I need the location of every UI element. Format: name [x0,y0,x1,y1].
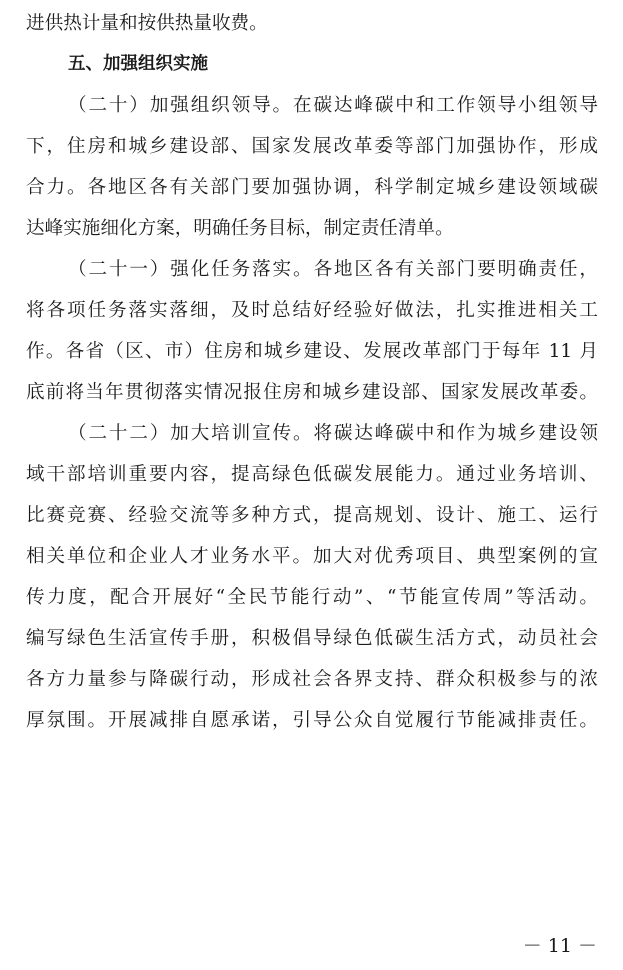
paragraph-22-line-8: 厚氛围。开展减排自愿承诺，引导公众自觉履行节能减排责任。 [26,710,598,731]
paragraph-22-line-6: 编写绿色生活宣传手册，积极倡导绿色低碳生活方式，动员社会 [26,628,598,649]
paragraph-21-line-1 [26,249,598,290]
paragraph-20-lead: （二十）加强组织领导。 [68,95,294,116]
paragraph-21-lead: （二十一）强化任务落实。 [68,259,314,280]
continued-text-line: 进供热计量和按供热量收费。 [26,13,268,34]
paragraph-21-text: 各地区各有关部门要明确责任， [313,259,598,280]
section-heading: 五、加强组织实施 [68,54,208,74]
paragraph-22-text: 将碳达峰碳中和作为城乡建设领 [313,423,598,444]
paragraph-22-line-5: 传力度，配合开展好“全民节能行动”、“节能宣传周”等活动。 [26,587,598,608]
paragraph-21-line-3: 作。各省（区、市）住房和城乡建设、发展改革部门于每年 11 月 [26,341,598,362]
paragraph-20-line-1 [26,85,598,126]
paragraph-22-line-2: 域干部培训重要内容，提高绿色低碳发展能力。通过业务培训、 [26,464,598,485]
paragraph-22-line-3: 比赛竞赛、经验交流等多种方式，提高规划、设计、施工、运行 [26,505,598,526]
paragraph-20-text: 在碳达峰碳中和工作领导小组领导 [293,95,598,116]
paragraph-22-line-1 [26,413,598,454]
paragraph-22-line-4: 相关单位和企业人才业务水平。加大对优秀项目、典型案例的宣 [26,546,598,567]
paragraph-20-line-3: 合力。各地区各有关部门要加强协调，科学制定城乡建设领域碳 [26,177,598,198]
paragraph-22-lead: （二十二）加大培训宣传。 [68,423,314,444]
paragraph-21-line-4: 底前将当年贯彻落实情况报住房和城乡建设部、国家发展改革委。 [26,382,598,403]
paragraph-22-line-7: 各方力量参与降碳行动，形成社会各界支持、群众积极参与的浓 [26,669,598,690]
paragraph-20-line-2: 下，住房和城乡建设部、国家发展改革委等部门加强协作，形成 [26,136,598,157]
page-number: － 11 － [522,935,597,957]
paragraph-20-line-4: 达峰实施细化方案，明确任务目标，制定责任清单。 [26,218,454,239]
paragraph-21-line-2: 将各项任务落实落细，及时总结好经验好做法，扎实推进相关工 [26,300,598,321]
